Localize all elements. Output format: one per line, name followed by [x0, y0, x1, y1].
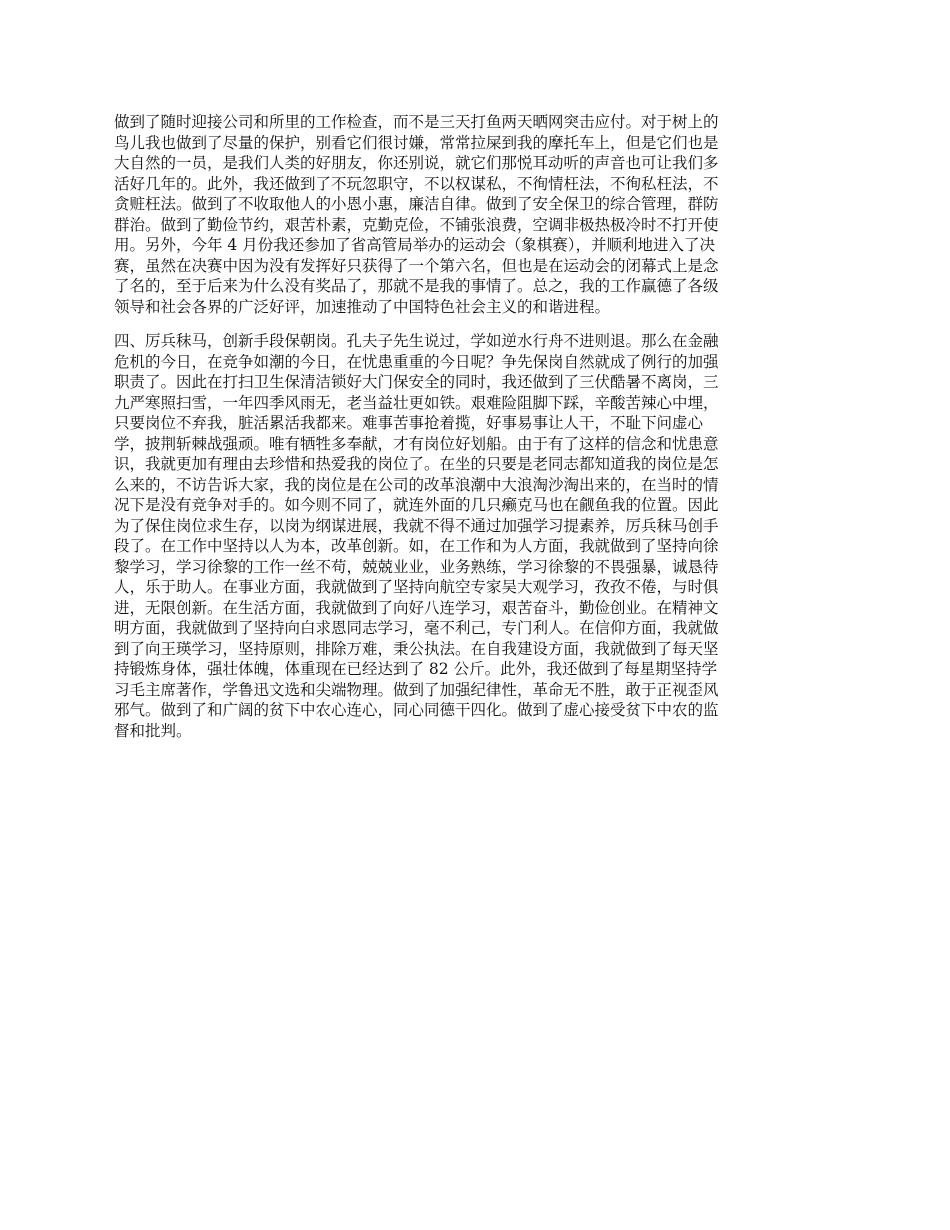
paragraph-1: 做到了随时迎接公司和所里的工作检查，而不是三天打鱼两天晒网突击应付。对于树上的 鸟儿我也做到了尽量的保护，别看它们很讨嫌，常常拉屎到我的摩托车上，但是它们也是 大自然的一员，是我们人类的好朋友，你还别说，就它们那悦耳动听的声音也可让我们多 活好几年的。此外，我还做到了不玩忽职守，不以权谋私，不徇情枉法，不徇私枉法，不 贪赃枉法。做到了不收取他人的小恩小惠，廉洁自律。做到了安全保卫的综合管理，群防 群治。做到了勤俭节约，艰苦朴素，克勤克俭，不铺张浪费，空调非极热极冷时不打开使 用。另外，今年 4 月份我还参加了省高管局举办的运动会（象棋赛），并顺利地进入了决 赛，虽然在决赛中因为没有发挥好只获得了一个第六名，但也是在运动会的闭幕式上是念 了名的，至于后来为什么没有奖品了，那就不是我的事情了。总之，我的工作赢德了各级 领导和社会各界的广泛好评，加速推动了中国特色社会主义的和谐进程。	[114, 113, 719, 316]
document-page	[114, 112, 840, 741]
paragraph-spacer	[114, 317, 840, 331]
paragraph-2: 四、厉兵秣马，创新手段保朝岗。孔夫子先生说过，学如逆水行舟不进则退。那么在金融 危机的今日，在竞争如潮的今日，在忧患重重的今日呢？争先保岗自然就成了例行的加强 职责了。因此在打扫卫生保清洁锁好大门保安全的同时，我还做到了三伏酷暑不离岗，三 九严寒照扫雪，一年四季风雨无，老当益壮更如铁。艰难险阻脚下踩，辛酸苦辣心中埋， 只要岗位不弃我，脏活累活我都来。难事苦事抢着揽，好事易事让人干，不耻下问虚心 学，披荆斩棘战强顽。唯有牺牲多奉献，才有岗位好划船。由于有了这样的信念和忧患意 识，我就更加有理由去珍惜和热爱我的岗位了。在坐的只要是老同志都知道我的岗位是怎 么来的，不访告诉大家，我的岗位是在公司的改革浪潮中大浪淘沙淘出来的，在当时的情 况下是没有竞争对手的。如今则不同了，就连外面的几只癞克马也在觎鱼我的位置。因此 为了保住岗位求生存，以岗为纲谋进展，我就不得不通过加强学习提素养，厉兵秣马创手 段了。在工作中坚持以人为本，改革创新。如，在工作和为人方面，我就做到了坚持向徐 黎学习，学习徐黎的工作一丝不苟，兢兢业业，业务熟练，学习徐黎的不畏强暴，诚恳待 人，乐于助人。在事业方面，我就做到了坚持向航空专家吴大观学习，孜孜不倦，与时俱 进，无限创新。在生活方面，我就做到了向好八连学习，艰苦奋斗，勤俭创业。在精神文 明方面，我就做到了坚持向白求恩同志学习，毫不利己，专门利人。在信仰方面，我就做 到了向王瑛学习，坚持原则，排除万难，秉公执法。在自我建设方面，我就做到了每天坚 持锻炼身体，强壮体魄，体重现在已经达到了 82 公斤。此外，我还做到了每星期坚持学 习毛主席著作，学鲁迅文选和尖端物理。做到了加强纪律性，革命无不胜，敢于正视歪风 邪气。做到了和广阔的贫下中农心连心，同心同德干四化。做到了虚心接受贫下中农的监 督和批判。	[114, 332, 719, 740]
